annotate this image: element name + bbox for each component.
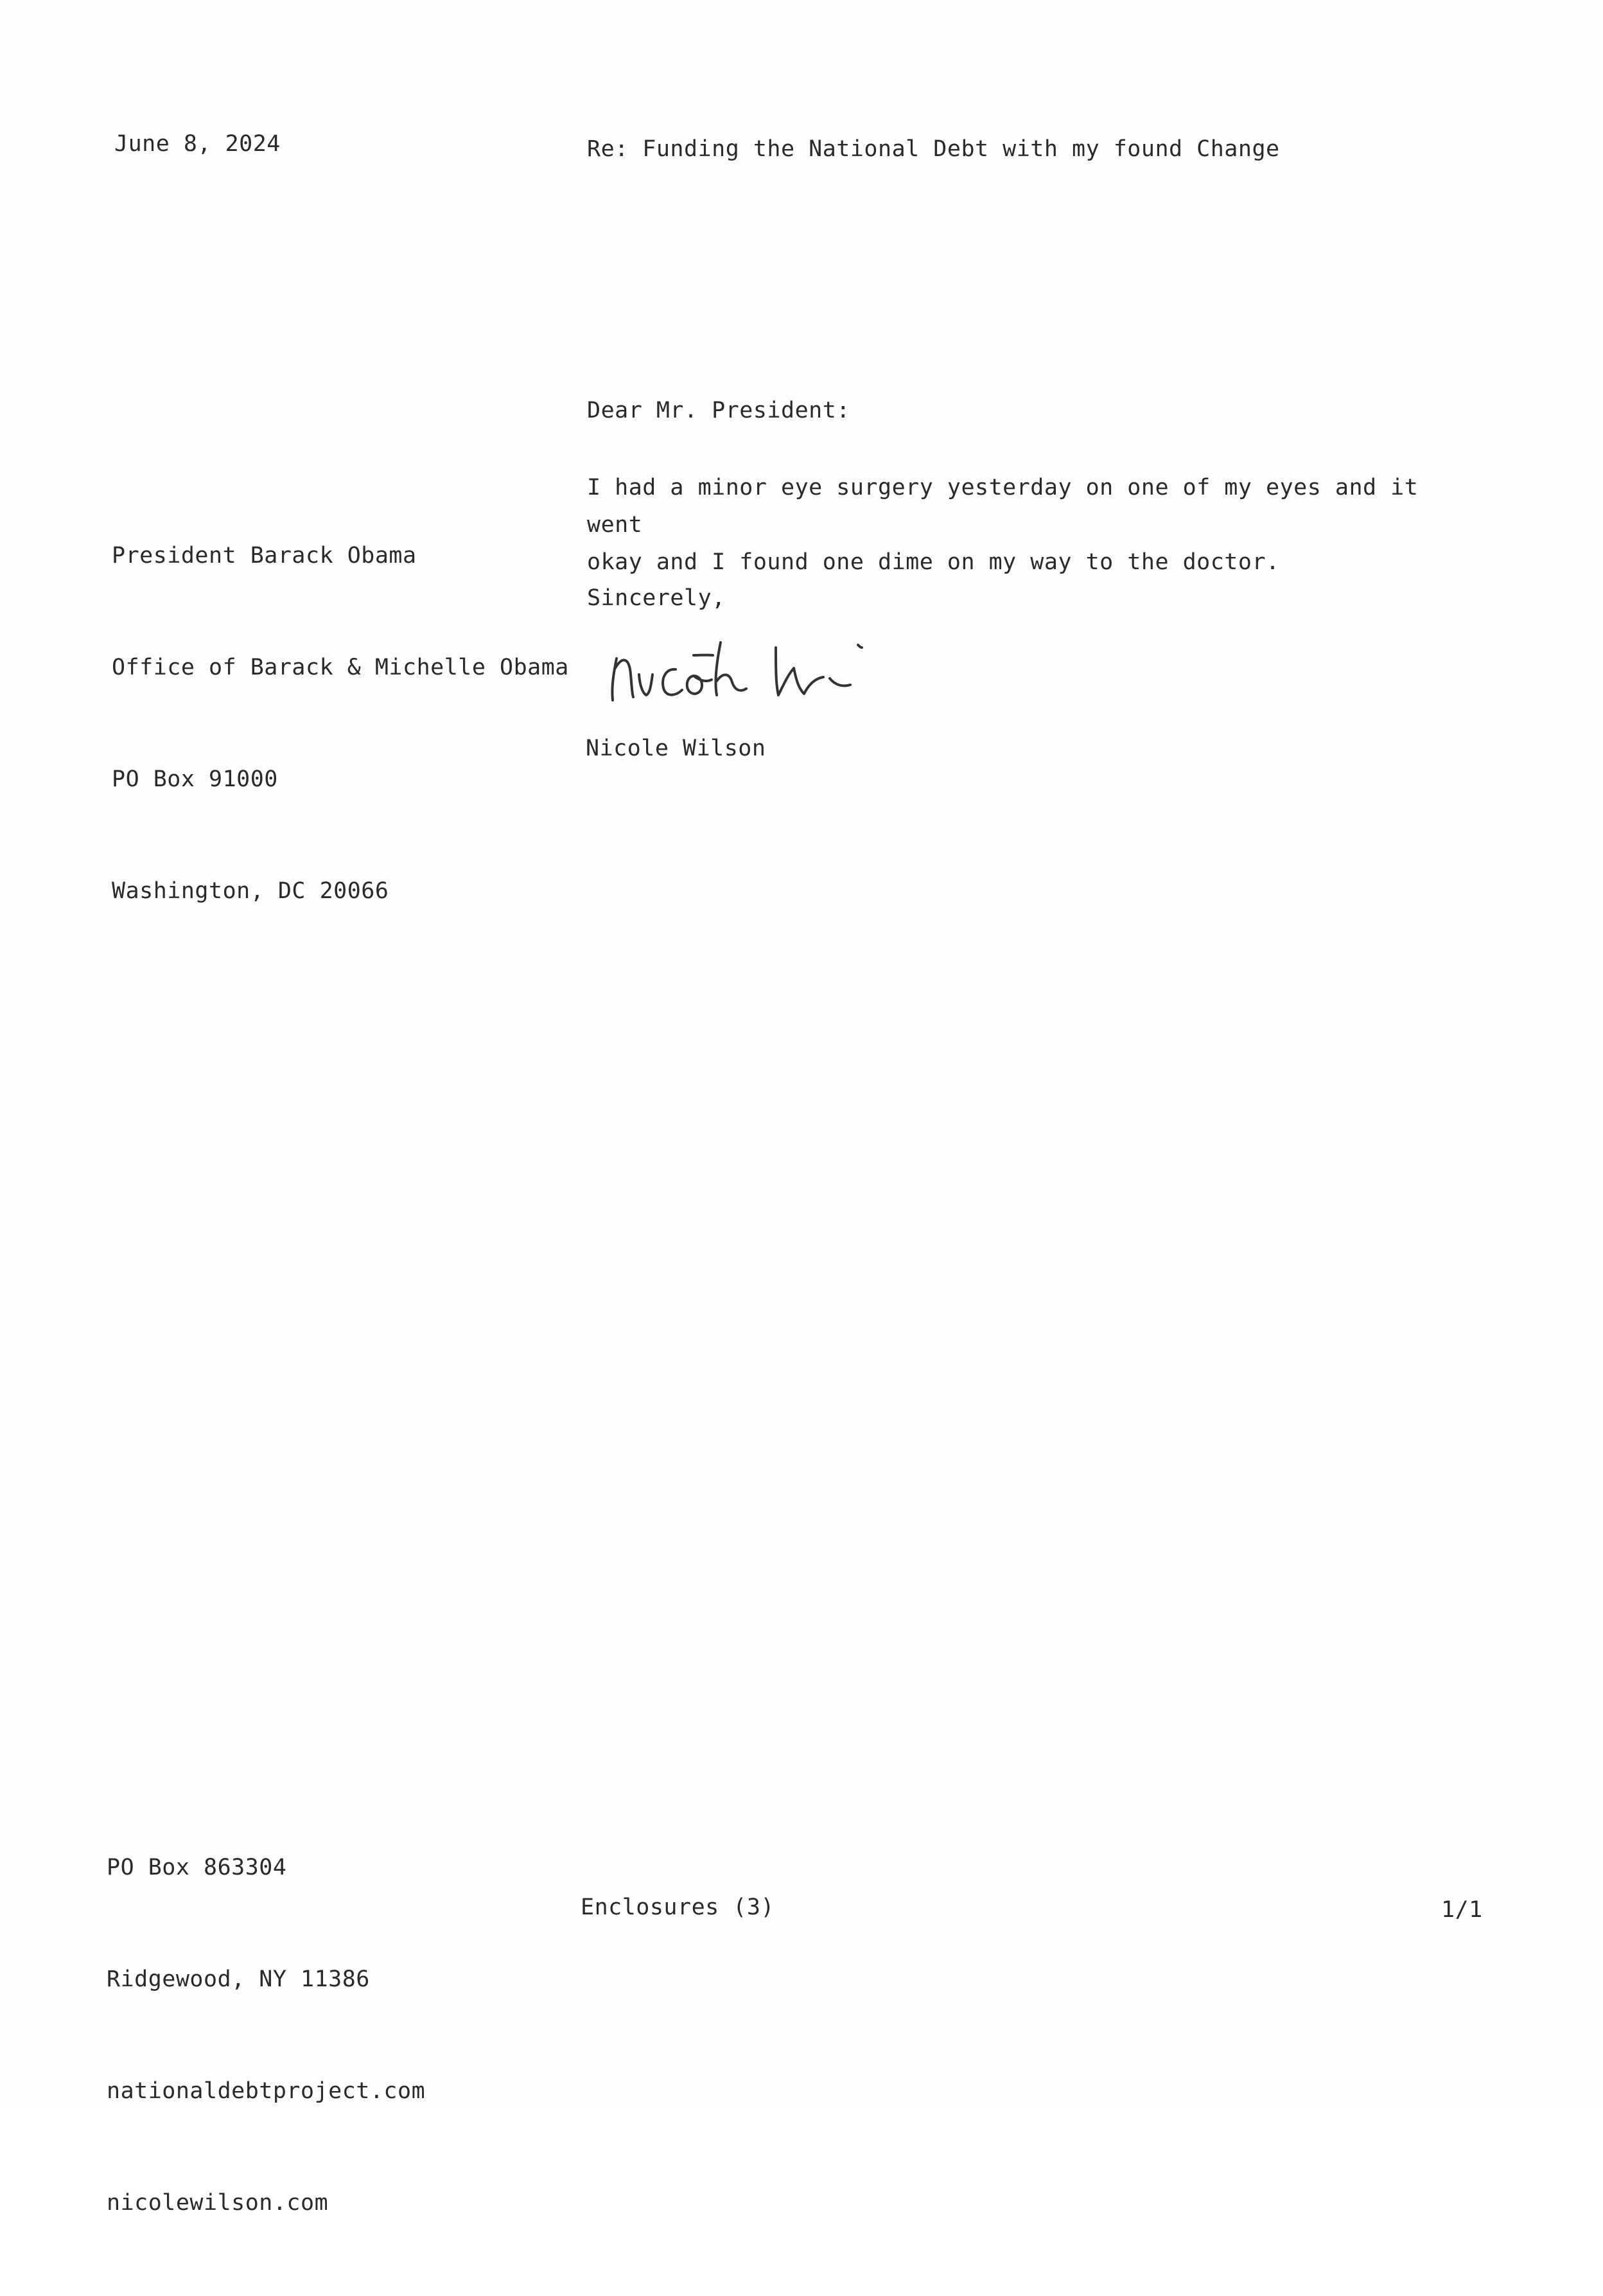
sender-city: Ridgewood, NY 11386 (107, 1966, 370, 1992)
enclosures-note: Enclosures (3) (581, 1894, 775, 1920)
recipient-po-box: PO Box 91000 (112, 766, 278, 792)
letter-body (587, 469, 1486, 581)
signer-name: Nicole Wilson (586, 736, 766, 761)
recipient-name: President Barack Obama (112, 543, 417, 569)
recipient-office: Office of Barack & Michelle Obama (112, 655, 569, 680)
sender-website: nationaldebtproject.com (107, 2078, 426, 2104)
sender-website-personal: nicolewilson.com (107, 2190, 329, 2216)
recipient-city: Washington, DC 20066 (112, 878, 389, 904)
body-line: I had a minor eye surgery yesterday on one of my eyes and it went (587, 475, 1419, 538)
letter-subject: Re: Funding the National Debt with my found Change (587, 136, 1280, 162)
body-line: okay and I found one dime on my way to the doctor. (587, 549, 1280, 575)
handwritten-signature (604, 623, 912, 713)
sender-address (107, 1774, 425, 2296)
letter-date: June 8, 2024 (114, 131, 281, 157)
sender-po-box: PO Box 863304 (107, 1855, 287, 1880)
recipient-address (112, 463, 569, 984)
salutation: Dear Mr. President: (587, 398, 850, 423)
closing: Sincerely, (587, 585, 726, 611)
page-number: 1/1 (1441, 1897, 1483, 1923)
